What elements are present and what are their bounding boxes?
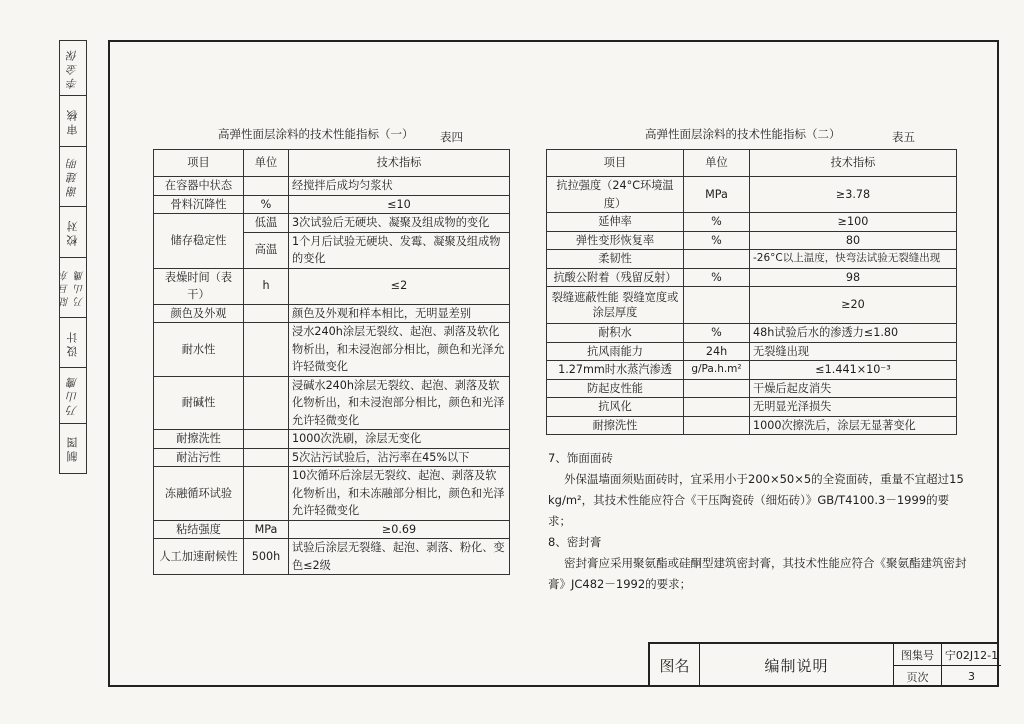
row-subitem: 高温 — [244, 232, 289, 268]
row-spec: 干燥后起皮消失 — [750, 379, 957, 398]
row-unit — [244, 177, 289, 196]
table-row — [154, 467, 510, 521]
row-unit — [244, 304, 289, 323]
table-row — [547, 416, 957, 435]
signature: 李金保 — [66, 47, 79, 90]
row-item: 耐碱性 — [154, 376, 244, 430]
page-no-label: 页次 — [894, 666, 942, 687]
atlas-no-label: 图集号 — [894, 644, 942, 666]
row-unit: % — [684, 268, 750, 287]
page-no: 3 — [968, 670, 975, 683]
table-row — [547, 250, 957, 269]
row-item: 耐积水 — [547, 324, 684, 343]
header-unit: 单位 — [244, 150, 289, 177]
row-unit: MPa — [684, 177, 750, 213]
signature: 乃山鹰 — [75, 267, 86, 307]
table-row — [547, 398, 957, 417]
row-item: 抗风雨能力 — [547, 342, 684, 361]
row-spec: ≥20 — [750, 287, 957, 324]
table-row — [154, 177, 510, 196]
row-unit — [244, 467, 289, 521]
table-row — [547, 379, 957, 398]
signature: 谢建明 — [66, 155, 79, 198]
row-spec: 3次试验后无硬块、凝聚及组成物的变化 — [289, 214, 510, 233]
sig-cell-5 — [60, 258, 86, 318]
row-unit — [684, 287, 750, 324]
table4 — [153, 149, 510, 575]
row-spec: ≥0.69 — [289, 520, 510, 539]
row-unit — [684, 416, 750, 435]
sig-cell-1 — [60, 41, 86, 96]
row-unit: % — [244, 195, 289, 214]
row-spec: 经搅拌后成均匀浆状 — [289, 177, 510, 196]
row-item: 储存稳定性 — [154, 214, 244, 269]
row-spec: -26°C以上温度，快弯法试验无裂缝出现 — [750, 250, 957, 269]
row-item: 弹性变形恢复率 — [547, 231, 684, 250]
row-spec: 浸水240h涂层无裂纹、起泡、剥落及软化物析出，和未浸泡部分相比，颜色和光泽允许轻微变化 — [289, 323, 510, 377]
row-spec: 无裂缝出现 — [750, 342, 957, 361]
table-row — [547, 177, 957, 213]
row-item: 耐沾污性 — [154, 448, 244, 467]
table-row — [154, 323, 510, 377]
sig-cell-8 — [60, 424, 86, 473]
sig-cell-2 — [60, 96, 86, 146]
row-item: 粘结强度 — [154, 520, 244, 539]
row-item: 在容器中状态 — [154, 177, 244, 196]
signature: 陆旦东 — [60, 267, 71, 307]
table-row — [154, 268, 510, 304]
header-unit: 单位 — [684, 150, 750, 177]
drawing-name-label: 图名 — [650, 644, 700, 687]
note-7-body: 外保温墙面须贴面砖时，宜采用小于200×50×5的全瓷面砖，重量不宜超过15 kg/m²，其技术性能应符合《干压陶瓷砖（细炻砖）》GB/T4100.3－1999的要求； — [548, 472, 964, 528]
row-spec: ≤10 — [289, 195, 510, 214]
row-spec: 无明显光泽损失 — [750, 398, 957, 417]
table-row — [547, 342, 957, 361]
row-spec: 80 — [750, 231, 957, 250]
signature-strip — [59, 40, 87, 474]
row-spec: 试验后涂层无裂缝、起泡、剥落、粉化、变色≤2级 — [289, 539, 510, 575]
table-row — [547, 213, 957, 232]
row-spec: 10次循环后涂层无裂纹、起泡、剥落及软化物析出，和未冻融部分相比，颜色和光泽允许轻微变化 — [289, 467, 510, 521]
sig-cell-6 — [60, 318, 86, 368]
row-spec: ≤1.441×10⁻³ — [750, 361, 957, 380]
row-item: 防起皮性能 — [547, 379, 684, 398]
row-item: 裂缝遮蔽性能 裂缝宽度或涂层厚度 — [547, 287, 684, 324]
row-unit: h — [244, 268, 289, 304]
row-unit: MPa — [244, 520, 289, 539]
table-row — [547, 287, 957, 324]
table-row — [547, 361, 957, 380]
row-item: 延伸率 — [547, 213, 684, 232]
table-row — [154, 448, 510, 467]
table5-tag: 表五 — [892, 130, 915, 144]
table-row — [154, 195, 510, 214]
row-spec: ≥3.78 — [750, 177, 957, 213]
row-unit — [244, 448, 289, 467]
row-spec: 浸碱水240h涂层无裂纹、起泡、剥落及软化物析出，和未浸泡部分相比，颜色和光泽允许轻微变化 — [289, 376, 510, 430]
row-spec: 5次沾污试验后，沾污率在45%以下 — [289, 448, 510, 467]
row-spec: 1000次擦洗后，涂层无显著变化 — [750, 416, 957, 435]
header-item: 项目 — [154, 150, 244, 177]
row-spec: 1000次洗刷，涂层无变化 — [289, 430, 510, 449]
row-unit — [244, 376, 289, 430]
row-item: 抗拉强度（24°C环境温度） — [547, 177, 684, 213]
note-7-title: 7、饰面面砖 — [548, 451, 613, 465]
table-row — [547, 268, 957, 287]
drawing-name: 编制说明 — [700, 644, 894, 687]
row-unit — [684, 379, 750, 398]
signature: 乃山鹰 — [66, 374, 79, 417]
table4-title: 高弹性面层涂料的技术性能指标（一） — [218, 127, 414, 141]
table5-title: 高弹性面层涂料的技术性能指标（二） — [645, 127, 841, 141]
table5 — [546, 149, 957, 435]
row-unit — [684, 250, 750, 269]
row-item: 抗酸公附着（残留反射） — [547, 268, 684, 287]
table-row — [154, 214, 510, 233]
row-item: 冻融循环试验 — [154, 467, 244, 521]
header-spec: 技术指标 — [289, 150, 510, 177]
row-unit: % — [684, 213, 750, 232]
table-row — [154, 520, 510, 539]
row-item: 耐水性 — [154, 323, 244, 377]
row-item: 1.27mm时水蒸汽渗透 — [547, 361, 684, 380]
row-item: 人工加速耐候性 — [154, 539, 244, 575]
row-item: 表燥时间（表干） — [154, 268, 244, 304]
table-row — [547, 231, 957, 250]
note-8-body: 密封膏应采用聚氨酯或硅酮型建筑密封膏，其技术性能应符合《聚氨酯建筑密封膏》JC482－1992的要求； — [548, 556, 967, 591]
table-row — [547, 324, 957, 343]
row-subitem: 低温 — [244, 214, 289, 233]
row-item: 抗风化 — [547, 398, 684, 417]
row-unit: % — [684, 231, 750, 250]
table-row — [154, 539, 510, 575]
row-spec: 1个月后试验无硬块、发霉、凝聚及组成物的变化 — [289, 232, 510, 268]
table-row — [154, 430, 510, 449]
row-item: 颜色及外观 — [154, 304, 244, 323]
row-item: 耐擦洗性 — [154, 430, 244, 449]
row-spec: ≤2 — [289, 268, 510, 304]
row-unit — [244, 323, 289, 377]
row-unit: 24h — [684, 342, 750, 361]
notes-section — [548, 448, 968, 595]
atlas-no: 宁02J12-1 — [942, 644, 1001, 666]
table-row — [154, 376, 510, 430]
sig-label: 设计 — [66, 328, 79, 357]
row-unit: 500h — [244, 539, 289, 575]
row-unit: % — [684, 324, 750, 343]
header-item: 项目 — [547, 150, 684, 177]
sig-label: 制图 — [66, 434, 79, 463]
title-block — [648, 642, 999, 687]
row-spec: ≥100 — [750, 213, 957, 232]
row-spec: 颜色及外观和样本相比，无明显差别 — [289, 304, 510, 323]
table4-tag: 表四 — [440, 130, 463, 144]
row-unit — [684, 398, 750, 417]
note-8-title: 8、密封膏 — [548, 535, 602, 549]
sig-label: 审核 — [66, 107, 79, 136]
header-spec: 技术指标 — [750, 150, 957, 177]
row-spec: 98 — [750, 268, 957, 287]
sig-cell-7 — [60, 368, 86, 423]
row-spec: 48h试验后水的渗透力≤1.80 — [750, 324, 957, 343]
sig-cell-4 — [60, 207, 86, 257]
sig-label: 校对 — [66, 217, 79, 246]
sig-cell-3 — [60, 147, 86, 207]
row-item: 耐擦洗性 — [547, 416, 684, 435]
table-header-row — [154, 150, 510, 177]
table-row — [154, 304, 510, 323]
row-unit — [244, 430, 289, 449]
row-item: 骨料沉降性 — [154, 195, 244, 214]
row-unit: g/Pa.h.m² — [684, 361, 750, 380]
row-item: 柔韧性 — [547, 250, 684, 269]
table-header-row — [547, 150, 957, 177]
